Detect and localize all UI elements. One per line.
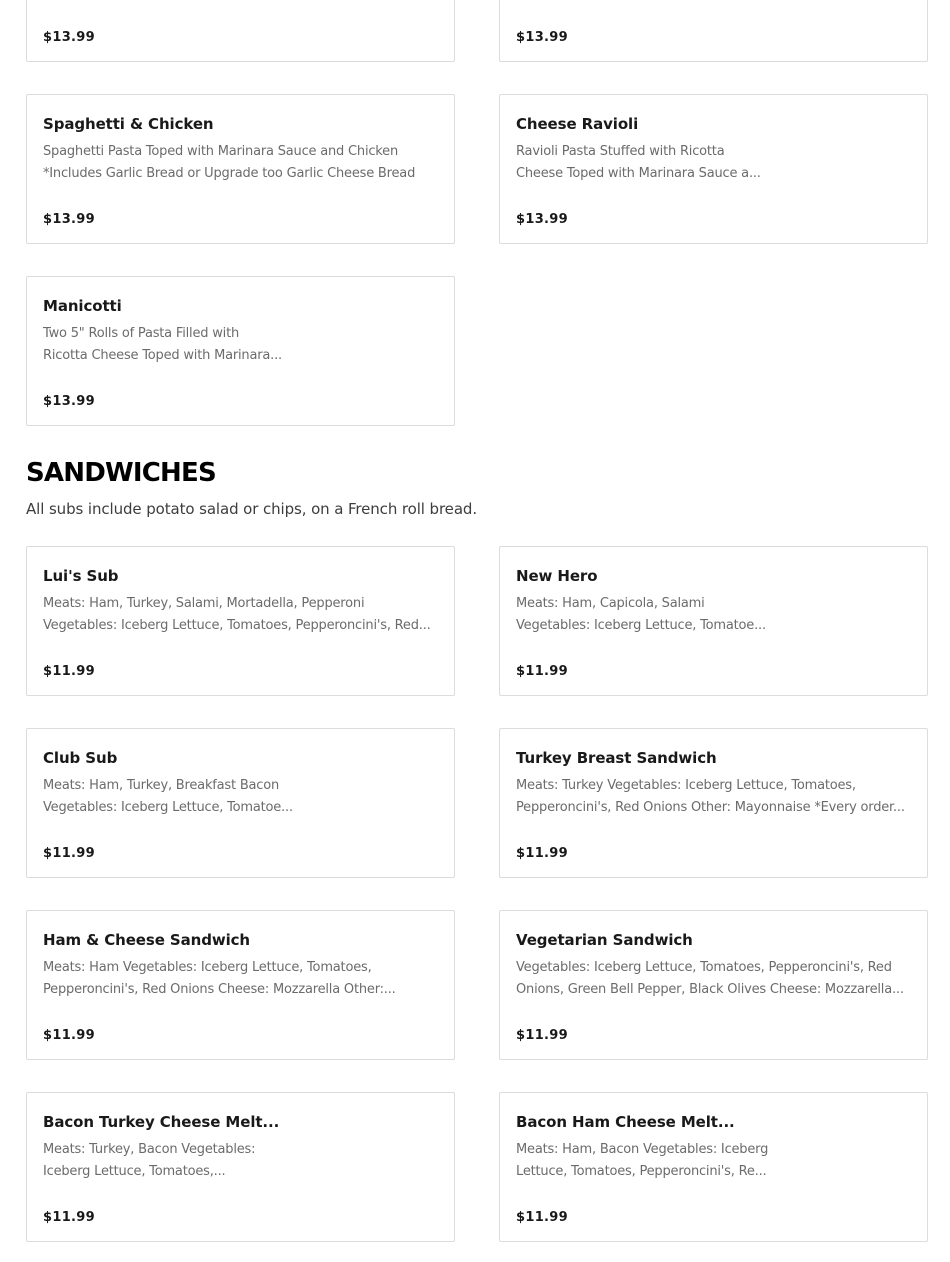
menu-item-description-line: Onions, Green Bell Pepper, Black Olives Cheese: Mozzarella... (516, 982, 904, 997)
menu-item-price: $11.99 (43, 1028, 95, 1043)
menu-item-description-line: Cheese Toped with Marinara Sauce a... (516, 166, 761, 181)
menu-item-card[interactable] (499, 1092, 928, 1242)
menu-item-name: Cheese Ravioli (516, 115, 639, 133)
menu-item-name: New Hero (516, 567, 598, 585)
menu-item-description (43, 957, 396, 1001)
menu-item-description (516, 957, 904, 1001)
menu-item-description-line: Ricotta Cheese Toped with Marinara... (43, 348, 282, 363)
menu-item-card[interactable] (499, 910, 928, 1060)
menu-item-price: $11.99 (516, 1028, 568, 1043)
menu-item-description-line: Vegetables: Iceberg Lettuce, Tomatoes, Pepperoncini's, Red (516, 960, 892, 975)
menu-item-name: Manicotti (43, 297, 122, 315)
menu-item-card[interactable] (26, 0, 455, 62)
menu-item-description (516, 593, 766, 637)
menu-item-card[interactable] (499, 546, 928, 696)
menu-item-description-line: Two 5" Rolls of Pasta Filled with (43, 326, 240, 341)
menu-item-card[interactable] (26, 276, 455, 426)
menu-item-card[interactable] (26, 910, 455, 1060)
menu-item-price: $13.99 (516, 30, 568, 45)
menu-item-description-line: Meats: Ham, Bacon Vegetables: Iceberg (516, 1142, 769, 1157)
menu-item-card[interactable] (499, 94, 928, 244)
menu-item-description (43, 593, 431, 637)
menu-item-description (43, 141, 415, 185)
menu-item-description (43, 323, 282, 367)
section-title: SANDWICHES (26, 458, 216, 488)
menu-item-description-line: Meats: Turkey, Bacon Vegetables: (43, 1142, 256, 1157)
menu-item-price: $13.99 (43, 30, 95, 45)
menu-item-description-line: Ravioli Pasta Stuffed with Ricotta (516, 144, 725, 159)
menu-item-description-line: Meats: Ham Vegetables: Iceberg Lettuce, Tomatoes, (43, 960, 372, 975)
menu-item-description-line: Vegetables: Iceberg Lettuce, Tomatoes, Pepperoncini's, Red... (43, 618, 431, 633)
menu-item-description (43, 775, 293, 819)
menu-item-price: $11.99 (516, 664, 568, 679)
menu-item-description (516, 141, 761, 185)
menu-item-description-line: *Includes Garlic Bread or Upgrade too Garlic Cheese Bread (43, 166, 416, 181)
menu-item-card[interactable] (26, 94, 455, 244)
menu-item-price: $11.99 (43, 846, 95, 861)
menu-item-description-line: Meats: Turkey Vegetables: Iceberg Lettuce, Tomatoes, (516, 778, 856, 793)
menu-item-description-line: Pepperoncini's, Red Onions Cheese: Mozzarella Other:... (43, 982, 396, 997)
menu-item-card[interactable] (26, 546, 455, 696)
menu-item-price: $11.99 (516, 846, 568, 861)
menu-item-name: Ham & Cheese Sandwich (43, 931, 250, 949)
menu-item-description-line: Vegetables: Iceberg Lettuce, Tomatoe... (516, 618, 766, 633)
section-description: All subs include potato salad or chips, on a French roll bread. (26, 500, 477, 518)
menu-item-price: $13.99 (43, 394, 95, 409)
menu-item-description-line: Meats: Ham, Turkey, Breakfast Bacon (43, 778, 280, 793)
menu-item-price: $11.99 (43, 1210, 95, 1225)
menu-item-name: Bacon Turkey Cheese Melt... (43, 1113, 280, 1131)
menu-item-name: Club Sub (43, 749, 118, 767)
menu-item-card[interactable] (26, 728, 455, 878)
menu-item-description (516, 775, 905, 819)
menu-item-name: Lui's Sub (43, 567, 119, 585)
menu-item-description (43, 1139, 255, 1183)
menu-item-price: $11.99 (43, 664, 95, 679)
menu-item-name: Turkey Breast Sandwich (516, 749, 717, 767)
menu-item-description-line: Vegetables: Iceberg Lettuce, Tomatoe... (43, 800, 293, 815)
menu-item-description-line: Meats: Ham, Turkey, Salami, Mortadella, Pepperoni (43, 596, 365, 611)
menu-item-description-line: Pepperoncini's, Red Onions Other: Mayonnaise *Every order... (516, 800, 905, 815)
menu-item-description-line: Meats: Ham, Capicola, Salami (516, 596, 705, 611)
menu-item-card[interactable] (499, 0, 928, 62)
menu-item-description-line: Lettuce, Tomatoes, Pepperoncini's, Re... (516, 1164, 767, 1179)
menu-item-description (516, 1139, 768, 1183)
menu-item-card[interactable] (26, 1092, 455, 1242)
menu-item-price: $11.99 (516, 1210, 568, 1225)
menu-item-price: $13.99 (516, 212, 568, 227)
menu-item-price: $13.99 (43, 212, 95, 227)
menu-item-name: Bacon Ham Cheese Melt... (516, 1113, 735, 1131)
menu-item-description-line: Iceberg Lettuce, Tomatoes,... (43, 1164, 226, 1179)
menu-item-name: Spaghetti & Chicken (43, 115, 214, 133)
menu-item-card[interactable] (499, 728, 928, 878)
menu-item-description-line: Spaghetti Pasta Toped with Marinara Sauce and Chicken (43, 144, 399, 159)
menu-item-name: Vegetarian Sandwich (516, 931, 693, 949)
